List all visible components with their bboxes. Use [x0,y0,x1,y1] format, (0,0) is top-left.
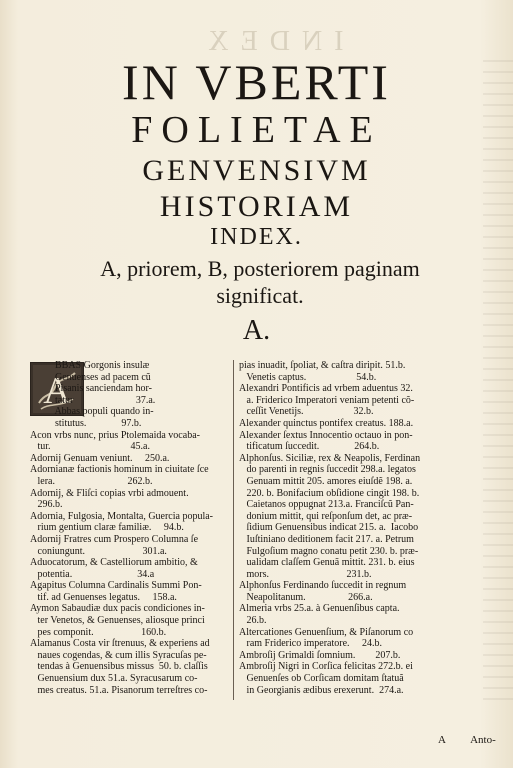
index-entry-line: Alexandri Pontificis ad vrbem aduentus 32. [239,383,413,395]
index-entry-line: tificatum ſuccedit. 264.b. [239,441,380,453]
index-column-right [239,360,457,696]
index-entry-line: tendas à Genuensibus missus 50. b. claſſis [30,661,208,673]
index-entry-line: Adornij Genuam veniunt. 250.a. [30,452,170,464]
index-entry-line: Altercationes Genuenſium, & Piſanorum co [239,626,414,638]
subtitle [40,255,480,309]
index-entry-line: donium mittit, qui reſponſum det, ac præ- [239,510,413,522]
index-entry-line: Alphonſus Ferdinando ſuccedit in regnum [239,580,407,592]
index-entry-line: mors. 231.b. [239,568,372,580]
index-entry-line: Adornianæ factionis hominum in ciuitate ſce [30,464,209,476]
index-entry-line: Ambroſij Grimaldi ſomnium. 207.b. [239,649,401,661]
title-line-3: GENVENSIVM [142,154,371,187]
index-entry-line: Genuenſes ob Corſicam domitam ſtatuã [239,673,404,685]
index-entry-line: Caietanos oppugnat 213.a. Franciſcũ Pan- [239,499,414,511]
page-footer [438,734,496,746]
index-entry-line: do parenti in regnis ſuccedit 298.a. legatos [239,464,416,476]
index-entry-line: ram Friderico imperatore. 24.b. [239,638,383,650]
index-entry-line: Adornij, & Fliſci copias vrbi admouent. [30,487,189,499]
index-entry-line: Alexander quinctus pontifex creatus. 188.a. [239,417,414,429]
index-entry-line: naues cogendas, & cum illis Syracuſas pe- [30,649,207,661]
title-line-2: FOLIETAE [131,109,382,151]
index-entry-line: Aduocatorum, & Castelliorum ambitio, & [30,557,198,569]
index-entry-line: Genuensium dux 51.a. Syracusarum co- [30,673,198,685]
index-entry-line: coniungunt. 301.a. [30,545,167,557]
index-entry-line: tif. ad Genuenses legatus. 158.a. [30,591,177,603]
column-divider [233,360,234,700]
index-entry-line: Adornia, Fulgosia, Montalta, Guercia popula- [30,510,214,522]
index-entry-line: pias inuadit, ſpoliat, & caſtra diripit. 51.b. [239,360,406,371]
index-entry-line: in Georgianis ædibus erexerunt. 274.a. [239,684,404,696]
index-entry-line: Pisanis sanciendam hor- [30,383,153,395]
index-entry-line: 220. b. Bonifacium obſidione cingit 198. b. [239,487,420,499]
index-entry-line: tatur 37.a. [30,394,156,406]
index-entry-line: stitutus. 97.b. [30,417,142,429]
title-line-5: INDEX. [210,224,303,250]
index-entry-line: Alexander ſextus Innocentio octauo in pon- [239,429,413,441]
index-entry-line: ter Venetos, & Genuenses, aliosque princi [30,615,205,627]
section-letter: A. [242,315,271,346]
index-entry-line: Alphonſus. Siciliæ, rex & Neapolis, Ferdinan [239,452,421,464]
subtitle-line-1: A, priorem, B, posteriorem paginam [100,256,420,281]
title-block [0,56,513,250]
index-column-left [30,360,228,696]
index-entry-line: Ambroſij Nigri in Corſica felicitas 272.b. ei [239,661,413,673]
index-entry-line: mes creatus. 51.a. Pisanorum terreſtres co- [30,684,208,696]
index-entry-line: ſidium Genuensibus indicat 215. a. Iacobo [239,522,419,534]
index-entry-line: rium gentium claræ familiæ. 94.b. [30,522,184,534]
index-entry-line: lera. 262.b. [30,475,153,487]
index-entry-line: pes componit. 160.b. [30,626,167,638]
index-entry-line: 296.b. [30,499,63,511]
index-entry-line: Aymon Sabaudiæ dux pacis condiciones in- [30,603,205,615]
bleed-through-heading: INDEX [196,26,344,57]
index-entry-line: a. Friderico Imperatori veniam petenti cõ- [239,394,415,406]
index-entry-line: potentia. 34.a [30,568,155,580]
index-entry-line: Genuam mittit 205. amores eiuſdẽ 198. a. [239,475,413,487]
title-line-1: IN VBERTI [122,54,391,110]
index-entry-line: Abbas populi quando in- [30,406,154,418]
index-entry-line: Genuenses ad pacem cũ [30,371,151,383]
index-entry-line: Venetis captus. 54.b. [239,371,377,383]
signature-mark: A [438,734,446,746]
title-line-4: HISTORIAM [159,190,354,223]
subtitle-line-2: significat. [216,283,304,308]
index-entry-line: Agapitus Columna Cardinalis Summi Pon- [30,580,202,592]
index-entry-line: BBAS Gorgonis insulæ [30,360,150,371]
index-entry-line: ualidam claſſem Genuã mittit. 231. b. eius [239,557,415,569]
index-entry-line: Almeria vrbs 25.a. à Genuenſibus capta. [239,603,400,615]
index-entry-line: Iuſtiniano deditionem facit 217. a. Petrum [239,533,414,545]
index-entry-line: ceſſit Venetijs. 32.b. [239,406,374,418]
index-entry-line: 26.b. [239,615,267,627]
index-entry-line: Adornij Fratres cum Prospero Columna ſe [30,533,199,545]
index-entry-line: Neapolitanum. 266.a. [239,591,373,603]
svg-text:A: A [43,370,71,412]
index-entry-line: tur. 45.a. [30,441,150,453]
index-entry-line: Alamanus Costa vir ſtrenuus, & experiens ad [30,638,210,650]
index-entry-line: Fulgoſium magno conatu petit 230. b. præ- [239,545,419,557]
index-entry-line: Acon vrbs nunc, prius Ptolemaida vocaba- [30,429,200,441]
catchword: Anto- [470,734,496,746]
